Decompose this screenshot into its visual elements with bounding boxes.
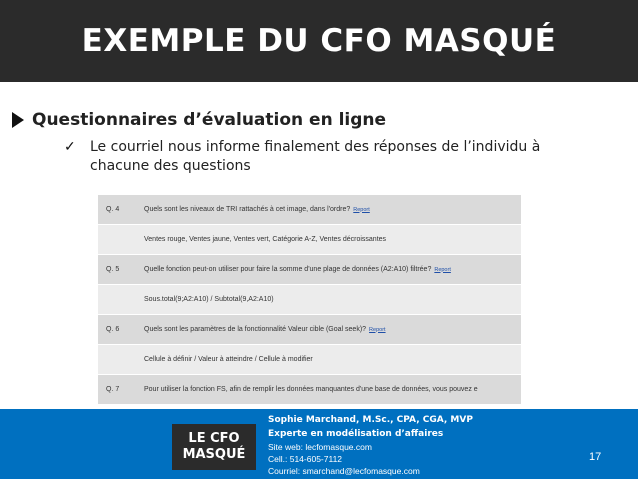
question-row [98, 375, 521, 405]
email[interactable]: Courriel: smarchand@lecfomasque.com [268, 466, 420, 476]
report-link[interactable]: Report [434, 266, 451, 273]
answer-text: Cellule à définir / Valeur à atteindre / Cellule à modifier [144, 356, 313, 363]
question-row [98, 195, 521, 225]
title-bar [0, 0, 638, 82]
bullet-level-1 [12, 110, 386, 130]
checkmark-bullet-icon: ✓ [64, 138, 76, 154]
question-row [98, 315, 521, 345]
answer-row [98, 225, 521, 255]
question-text: Pour utiliser la fonction FS, afin de remplir les données manquantes d'une base de données, vous pouvez e [144, 386, 478, 393]
question-number: Q. 7 [106, 386, 120, 393]
logo-line-2: MASQUÉ [182, 447, 246, 462]
cfo-masque-logo [172, 424, 256, 470]
question-number: Q. 6 [106, 326, 120, 333]
question-number: Q. 5 [106, 266, 120, 273]
arrow-bullet-icon [12, 112, 24, 128]
page-number: 17 [589, 451, 602, 463]
questionnaire-screenshot [98, 195, 521, 393]
question-text: Quelle fonction peut-on utiliser pour faire la somme d'une plage de données (A2:A10) filtrée? [144, 266, 432, 273]
question-text: Quels sont les paramètres de la fonctionnalité Valeur cible (Goal seek)? [144, 326, 367, 333]
answer-text: Ventes rouge, Ventes jaune, Ventes vert, Catégorie A-Z, Ventes décroissantes [144, 236, 387, 243]
answer-row [98, 285, 521, 315]
report-link[interactable]: Report [369, 326, 386, 333]
question-text: Quels sont les niveaux de TRI rattachés à cet image, dans l'ordre? [144, 206, 351, 213]
slide-title: EXEMPLE DU CFO MASQUÉ [81, 23, 557, 59]
author-role: Experte en modélisation d’affaires [268, 429, 444, 439]
phone: Cell.: 514-605-7112 [268, 454, 343, 464]
website[interactable]: Site web: lecfomasque.com [268, 442, 372, 452]
bullet-level-2-text: Le courriel nous informe finalement des réponses de l’individu à chacune des questions [90, 139, 541, 174]
author-name: Sophie Marchand, M.Sc., CPA, CGA, MVP [268, 415, 473, 425]
question-number: Q. 4 [106, 206, 120, 213]
report-link[interactable]: Report [353, 206, 370, 213]
answer-text: Sous.total(9;A2:A10) / Subtotal(9,A2:A10) [144, 296, 274, 303]
question-row [98, 255, 521, 285]
contact-block [268, 413, 473, 477]
bullet-level-2 [64, 138, 584, 176]
logo-line-1: LE CFO [188, 431, 240, 446]
bullet-level-1-text: Questionnaires d’évaluation en ligne [32, 110, 387, 130]
answer-row [98, 345, 521, 375]
